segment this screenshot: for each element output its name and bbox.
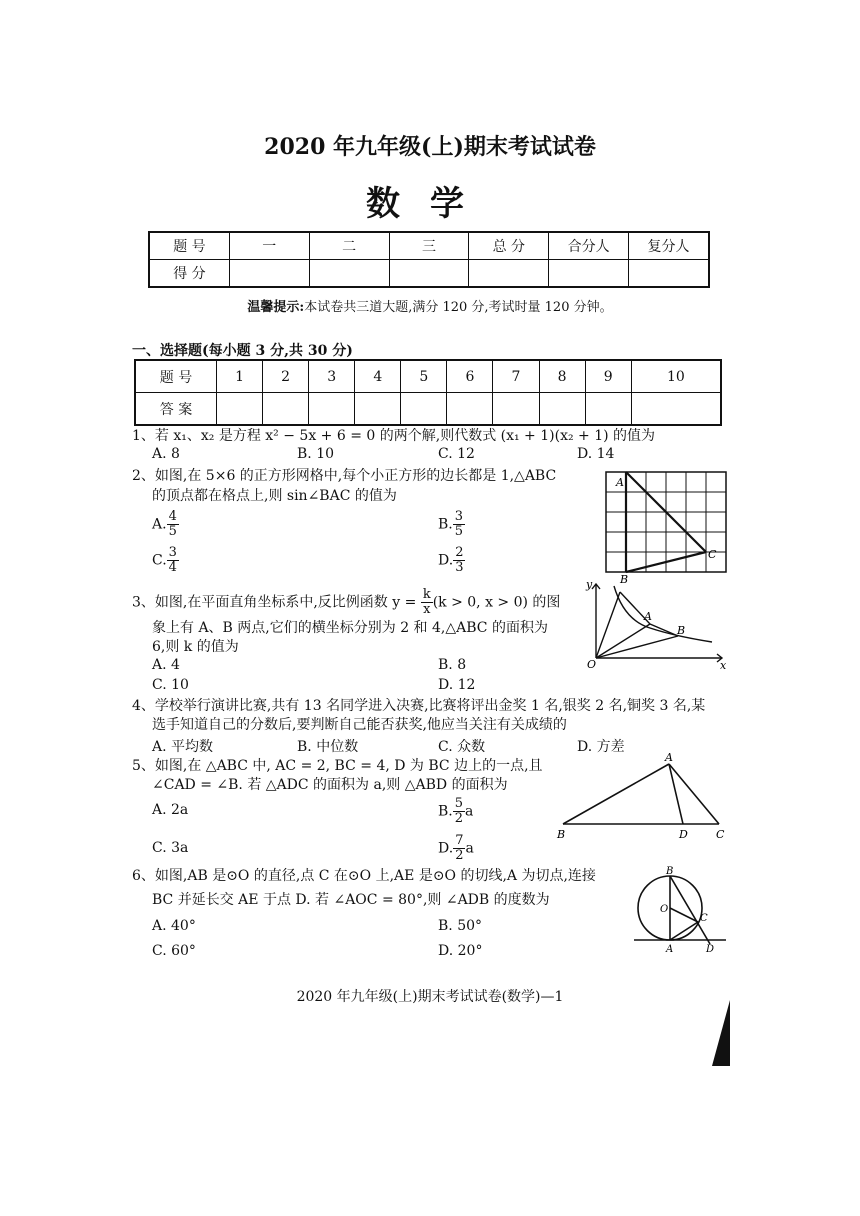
score-cell[interactable] xyxy=(389,260,469,288)
q1-option-a: A. 8 xyxy=(152,446,180,462)
score-cell[interactable] xyxy=(549,260,629,288)
q5-option-d-letter: D. xyxy=(438,840,454,857)
q2-option-b-letter: B. xyxy=(438,516,453,533)
exam-title: 2020 年九年级(上)期末考试试卷 xyxy=(264,134,596,160)
subject-title: 数学 xyxy=(366,184,494,224)
answer-header-cell: 3 xyxy=(309,360,355,393)
q6-option-d: D. 20° xyxy=(438,943,483,959)
score-cell[interactable] xyxy=(469,260,549,288)
q4-option-c: C. 众数 xyxy=(438,739,486,755)
q2-label-b: B xyxy=(620,573,629,584)
q5-option-d-fraction xyxy=(453,834,465,863)
q3-label-b: B xyxy=(677,624,686,637)
q6-label-o: O xyxy=(660,904,669,915)
numerator: 2 xyxy=(455,545,464,560)
section1-heading: 一、选择题(每小题 3 分,共 30 分) xyxy=(132,343,353,359)
score-cell[interactable] xyxy=(309,260,389,288)
numerator: k xyxy=(422,587,431,602)
q6-option-a: A. 40° xyxy=(152,918,196,934)
denominator: 4 xyxy=(168,560,177,575)
q5-label-a: A xyxy=(665,752,673,764)
answer-cell[interactable] xyxy=(309,393,355,426)
numerator: 5 xyxy=(454,796,464,811)
q6-circle-figure xyxy=(630,864,730,956)
answer-cell[interactable] xyxy=(585,393,631,426)
q3-option-c: C. 10 xyxy=(152,677,189,693)
q5-option-b-var: a xyxy=(465,803,474,820)
q5-stem-line2: ∠CAD = ∠B. 若 △ADC 的面积为 a,则 △ABD 的面积为 xyxy=(152,777,508,793)
answer-cell[interactable] xyxy=(631,393,721,426)
q4-stem-line1: 4、学校举行演讲比赛,共有 13 名同学进入决赛,比赛将评出金奖 1 名,银奖 2 名,铜奖 3 名,某 xyxy=(132,698,706,714)
q3-stem-post: (k > 0, x > 0) 的图 xyxy=(432,594,561,611)
q5-triangle-figure xyxy=(553,752,733,844)
q4-option-d: D. 方差 xyxy=(577,739,625,755)
q3-stem-line1 xyxy=(132,588,560,617)
q3-option-d: D. 12 xyxy=(438,677,476,693)
answer-header-cell: 题 号 xyxy=(135,360,217,393)
score-header-cell: 题 号 xyxy=(149,232,229,260)
answer-cell[interactable] xyxy=(447,393,493,426)
tip-text: 本试卷共三道大题,满分 120 分,考试时量 120 分钟。 xyxy=(304,300,613,315)
q2-option-c xyxy=(152,546,179,575)
answer-cell[interactable] xyxy=(493,393,539,426)
denominator: 2 xyxy=(455,848,464,863)
q6-option-c: C. 60° xyxy=(152,943,196,959)
q3-label-y: y xyxy=(586,578,593,591)
q5-option-b xyxy=(438,797,473,826)
answer-table-answer-row xyxy=(135,393,721,426)
q3-graph-figure xyxy=(582,576,730,672)
q1-option-d: D. 14 xyxy=(577,446,615,462)
q6-label-c: C xyxy=(700,913,708,924)
score-cell[interactable] xyxy=(229,260,309,288)
score-cell[interactable] xyxy=(629,260,709,288)
answer-table xyxy=(134,359,722,426)
q5-label-d: D xyxy=(679,828,688,841)
q3-stem-line3: 6,则 k 的值为 xyxy=(152,639,239,655)
answer-table-header-row xyxy=(135,360,721,393)
q6-label-b: B xyxy=(666,866,674,877)
q1-stem: 1、若 x₁、x₂ 是方程 x² − 5x + 6 = 0 的两个解,则代数式 (x₁ + 1)(x₂ + 1) 的值为 xyxy=(132,428,656,444)
q2-option-a-letter: A. xyxy=(152,516,167,533)
answer-header-cell: 5 xyxy=(401,360,447,393)
answer-header-cell: 7 xyxy=(493,360,539,393)
q2-option-d-fraction xyxy=(453,546,465,575)
numerator: 4 xyxy=(168,509,177,524)
answer-header-cell: 10 xyxy=(631,360,721,393)
q5-option-b-letter: B. xyxy=(438,803,453,820)
score-header-cell: 三 xyxy=(389,232,469,260)
score-header-cell: 一 xyxy=(229,232,309,260)
q2-option-b-fraction xyxy=(453,510,465,539)
q5-option-d xyxy=(438,834,474,863)
q2-option-a xyxy=(152,510,179,539)
scan-shadow-artifact xyxy=(712,1000,730,1066)
tip-label: 温馨提示: xyxy=(247,300,305,315)
score-table xyxy=(148,231,710,288)
numerator: 3 xyxy=(168,545,177,560)
q5-option-b-fraction xyxy=(453,797,465,826)
q6-label-a: A xyxy=(666,944,674,955)
score-row-label: 得 分 xyxy=(149,260,229,288)
q2-option-a-fraction xyxy=(167,510,179,539)
q3-option-a: A. 4 xyxy=(152,657,180,673)
q2-stem-line2: 的顶点都在格点上,则 sin∠BAC 的值为 xyxy=(152,488,397,504)
answer-cell[interactable] xyxy=(217,393,263,426)
q5-label-c: C xyxy=(716,828,725,841)
denominator: 5 xyxy=(168,524,177,539)
q2-option-d-letter: D. xyxy=(438,552,454,569)
answer-cell[interactable] xyxy=(263,393,309,426)
q3-stem-line2: 象上有 A、B 两点,它们的横坐标分别为 2 和 4,△ABC 的面积为 xyxy=(152,620,548,636)
q3-function-fraction xyxy=(421,588,433,617)
score-header-cell: 总 分 xyxy=(469,232,549,260)
q6-stem-line2: BC 并延长交 AE 于点 D. 若 ∠AOC = 80°,则 ∠ADB 的度数为 xyxy=(152,892,550,908)
q2-stem-line1: 2、如图,在 5×6 的正方形网格中,每个小正方形的边长都是 1,△ABC xyxy=(132,468,557,484)
numerator: 7 xyxy=(455,833,464,848)
q4-option-b: B. 中位数 xyxy=(297,739,359,755)
answer-cell[interactable] xyxy=(355,393,401,426)
q3-label-x: x xyxy=(720,659,727,672)
q2-option-c-letter: C. xyxy=(152,552,167,569)
q5-option-d-var: a xyxy=(465,840,474,857)
q2-option-c-fraction xyxy=(167,546,179,575)
answer-header-cell: 4 xyxy=(355,360,401,393)
q6-stem-line1: 6、如图,AB 是⊙O 的直径,点 C 在⊙O 上,AE 是⊙O 的切线,A 为切点,连接 xyxy=(132,868,596,884)
q5-stem-line1: 5、如图,在 △ABC 中, AC = 2, BC = 4, D 为 BC 边上的一点,且 xyxy=(132,758,543,774)
answer-row-label: 答 案 xyxy=(135,393,217,426)
q2-grid-figure xyxy=(598,468,738,584)
answer-header-cell: 2 xyxy=(263,360,309,393)
answer-header-cell: 6 xyxy=(447,360,493,393)
page-footer: 2020 年九年级(上)期末考试试卷(数学)—1 xyxy=(296,989,564,1005)
q4-stem-line2: 选手知道自己的分数后,要判断自己能否获奖,他应当关注有关成绩的 xyxy=(152,717,567,733)
q5-label-b: B xyxy=(557,828,566,841)
q6-label-d: D xyxy=(706,944,715,955)
q2-option-b xyxy=(438,510,465,539)
exam-tip xyxy=(0,296,860,315)
denominator: 3 xyxy=(455,560,464,575)
q4-option-a: A. 平均数 xyxy=(152,739,214,755)
score-header-cell: 合分人 xyxy=(549,232,629,260)
q1-option-c: C. 12 xyxy=(438,446,475,462)
q3-stem-pre: 3、如图,在平面直角坐标系中,反比例函数 y = xyxy=(132,594,417,611)
denominator: 5 xyxy=(454,524,464,539)
q5-option-a: A. 2a xyxy=(152,802,189,818)
q6-option-b: B. 50° xyxy=(438,918,483,934)
q3-label-a: A xyxy=(644,610,652,623)
q5-option-c: C. 3a xyxy=(152,840,189,856)
denominator: x xyxy=(423,602,431,617)
answer-cell[interactable] xyxy=(401,393,447,426)
score-table-header-row xyxy=(149,232,709,260)
q3-label-o: O xyxy=(587,658,597,671)
answer-cell[interactable] xyxy=(539,393,585,426)
answer-header-cell: 9 xyxy=(585,360,631,393)
q2-label-c: C xyxy=(708,548,717,561)
denominator: 2 xyxy=(454,811,464,826)
score-header-cell: 二 xyxy=(309,232,389,260)
score-table-score-row xyxy=(149,260,709,288)
q1-option-b: B. 10 xyxy=(297,446,335,462)
numerator: 3 xyxy=(454,509,464,524)
score-header-cell: 复分人 xyxy=(629,232,709,260)
q2-option-d xyxy=(438,546,465,575)
answer-header-cell: 8 xyxy=(539,360,585,393)
q3-option-b: B. 8 xyxy=(438,657,467,673)
answer-header-cell: 1 xyxy=(217,360,263,393)
q2-label-a: A xyxy=(616,476,624,489)
